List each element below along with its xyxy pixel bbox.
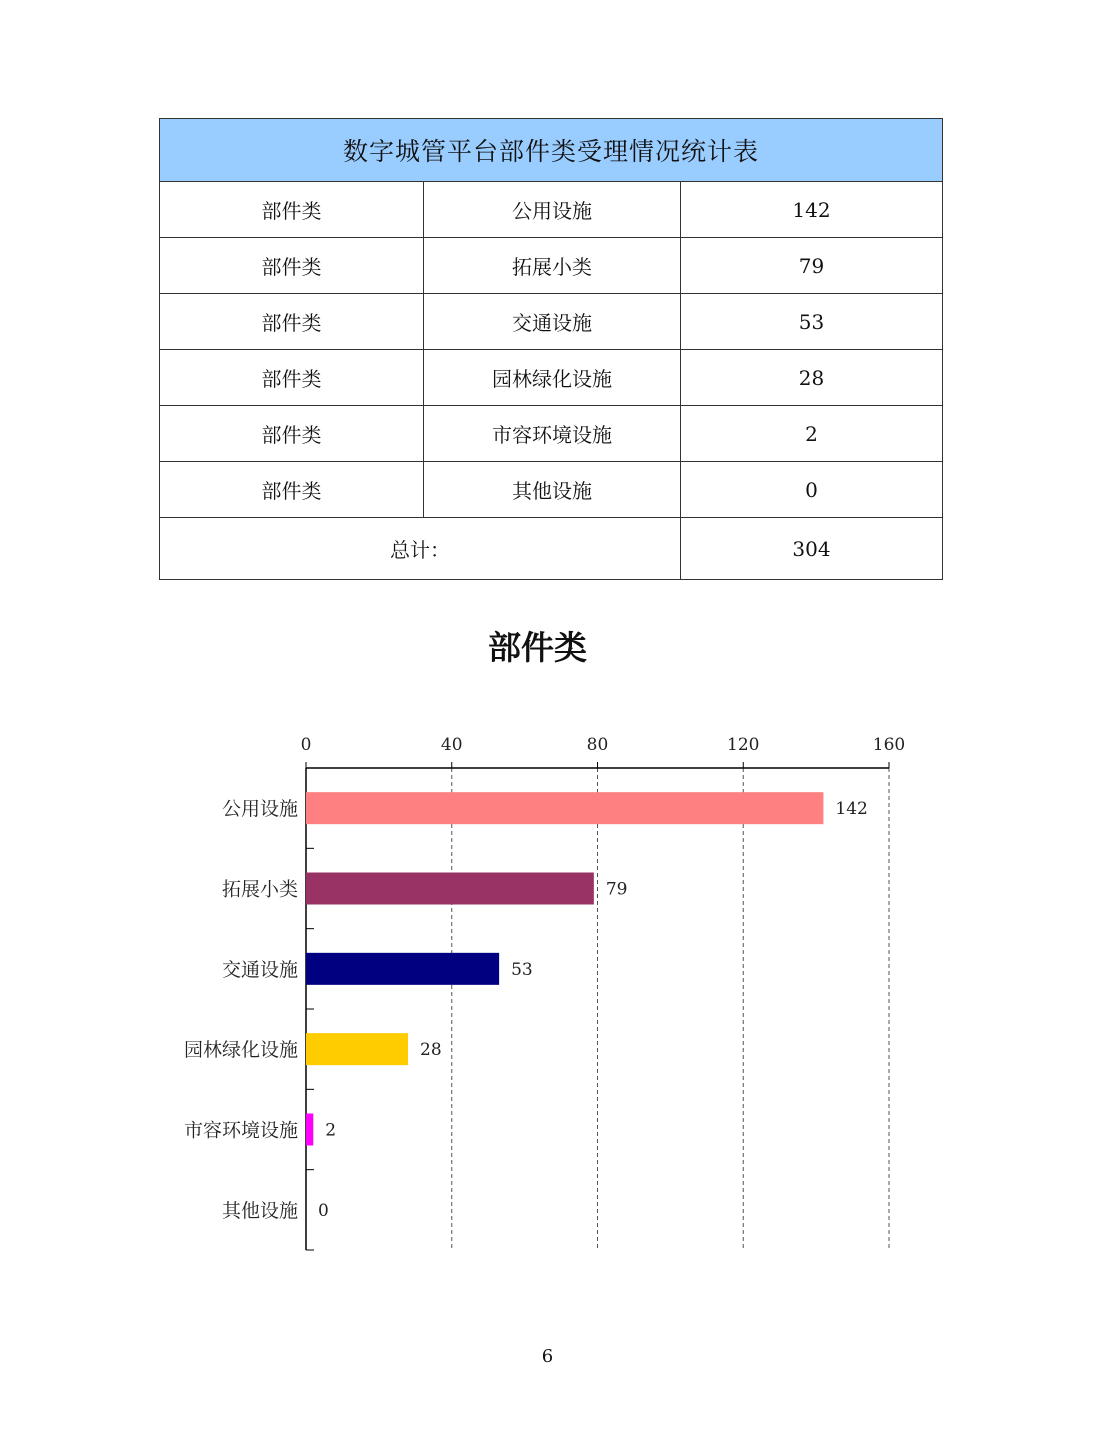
table-cell-count: 79 bbox=[681, 238, 943, 294]
table-cell-category: 交通设施 bbox=[424, 294, 681, 350]
table-cell-type: 部件类 bbox=[160, 406, 424, 462]
x-tick-label: 160 bbox=[872, 735, 906, 755]
category-label: 公用设施 bbox=[221, 798, 298, 821]
table-cell-category: 公用设施 bbox=[424, 182, 681, 238]
category-label: 园林绿化设施 bbox=[183, 1039, 298, 1062]
x-tick-label: 80 bbox=[586, 735, 609, 755]
bar-2 bbox=[306, 953, 499, 985]
x-tick-label: 40 bbox=[440, 735, 463, 755]
category-label: 其他设施 bbox=[221, 1199, 298, 1222]
table-cell-count: 0 bbox=[681, 462, 943, 518]
bar-1 bbox=[306, 873, 594, 905]
bar-4 bbox=[306, 1114, 313, 1146]
data-label: 53 bbox=[511, 959, 533, 980]
table-cell-count: 142 bbox=[681, 182, 943, 238]
data-label: 28 bbox=[420, 1040, 442, 1061]
table-cell-type: 部件类 bbox=[160, 350, 424, 406]
table-cell-type: 部件类 bbox=[160, 462, 424, 518]
table-cell-category: 园林绿化设施 bbox=[424, 350, 681, 406]
table-cell-count: 28 bbox=[681, 350, 943, 406]
category-label: 拓展小类 bbox=[221, 878, 298, 901]
table-cell-count: 2 bbox=[681, 406, 943, 462]
data-label: 79 bbox=[605, 879, 628, 900]
x-tick-label: 0 bbox=[300, 735, 312, 755]
table-cell-category: 其他设施 bbox=[424, 462, 681, 518]
table-cell-category: 拓展小类 bbox=[424, 238, 681, 294]
total-value: 304 bbox=[681, 518, 943, 580]
table-cell-category: 市容环境设施 bbox=[424, 406, 681, 462]
table-cell-type: 部件类 bbox=[160, 238, 424, 294]
x-tick-label: 120 bbox=[727, 735, 760, 755]
data-label: 0 bbox=[318, 1200, 329, 1221]
category-label: 市容环境设施 bbox=[183, 1119, 298, 1142]
page-number: 6 bbox=[541, 1346, 554, 1367]
table-title: 数字城管平台部件类受理情况统计表 bbox=[160, 119, 943, 182]
total-label: 总计： bbox=[160, 518, 681, 580]
table-cell-type: 部件类 bbox=[160, 182, 424, 238]
table-cell-type: 部件类 bbox=[160, 294, 424, 350]
data-label: 2 bbox=[325, 1120, 337, 1141]
chart-title: 部件类 bbox=[488, 628, 587, 667]
table-cell-count: 53 bbox=[681, 294, 943, 350]
bar-0 bbox=[306, 792, 823, 824]
data-label: 142 bbox=[835, 799, 868, 820]
bar-3 bbox=[306, 1033, 408, 1065]
category-label: 交通设施 bbox=[221, 958, 298, 981]
